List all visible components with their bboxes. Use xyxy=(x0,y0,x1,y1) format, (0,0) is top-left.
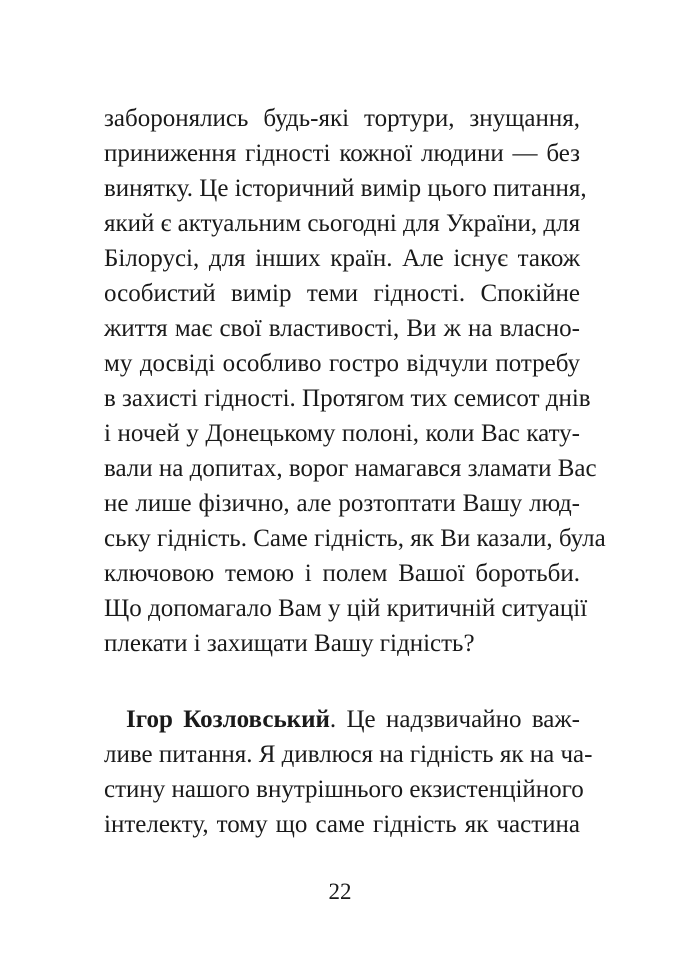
text-line: Що допомагало Вам у цій критичній ситуації xyxy=(104,595,588,622)
text-line: Білорусі, для інших країн. Але існує також xyxy=(104,245,580,272)
answer-paragraph xyxy=(104,702,593,842)
page-number: 22 xyxy=(328,879,352,904)
text-line: який є актуальним сьогодні для України, для xyxy=(104,210,581,237)
text-line: інтелекту, тому що саме гідність як частина xyxy=(104,811,580,838)
text-line: і ночей у Донецькому полоні, коли Вас кату- xyxy=(104,420,580,447)
answer-first-line xyxy=(104,702,580,737)
question-paragraph xyxy=(104,101,606,661)
text-line: стину нашого внутрішнього екзистенційного xyxy=(104,776,584,803)
text-line: життя має свої властивості, Ви ж на власно- xyxy=(104,315,580,342)
text-line: не лише фізично, але розтоптати Вашу люд- xyxy=(104,490,580,517)
text-fragment: . Це надзвичайно важ- xyxy=(329,706,581,733)
text-line: вали на допитах, ворог намагався зламати Вас xyxy=(104,455,597,482)
text-line: ключовою темою і полем Вашої боротьби. xyxy=(104,560,580,587)
text-line: приниження гідності кожної людини — без xyxy=(104,140,580,167)
text-line: му досвіді особливо гостро відчули потребу xyxy=(104,350,580,377)
text-line: винятку. Це історичний вимір цього питання, xyxy=(104,175,587,202)
text-line: в захисті гідності. Протягом тих семисот днів xyxy=(104,385,591,412)
text-line: особистий вимір теми гідності. Спокійне xyxy=(104,280,580,307)
speaker-name: Ігор Козловський xyxy=(126,706,330,733)
text-line: ську гідність. Саме гідність, як Ви казали, була xyxy=(104,525,606,552)
text-line: ливе питання. Я дивлюся на гідність як на ча- xyxy=(104,741,593,768)
text-line: плекати і захищати Вашу гідність? xyxy=(104,630,475,657)
text-line: заборонялись будь-які тортури, знущання, xyxy=(104,105,580,132)
